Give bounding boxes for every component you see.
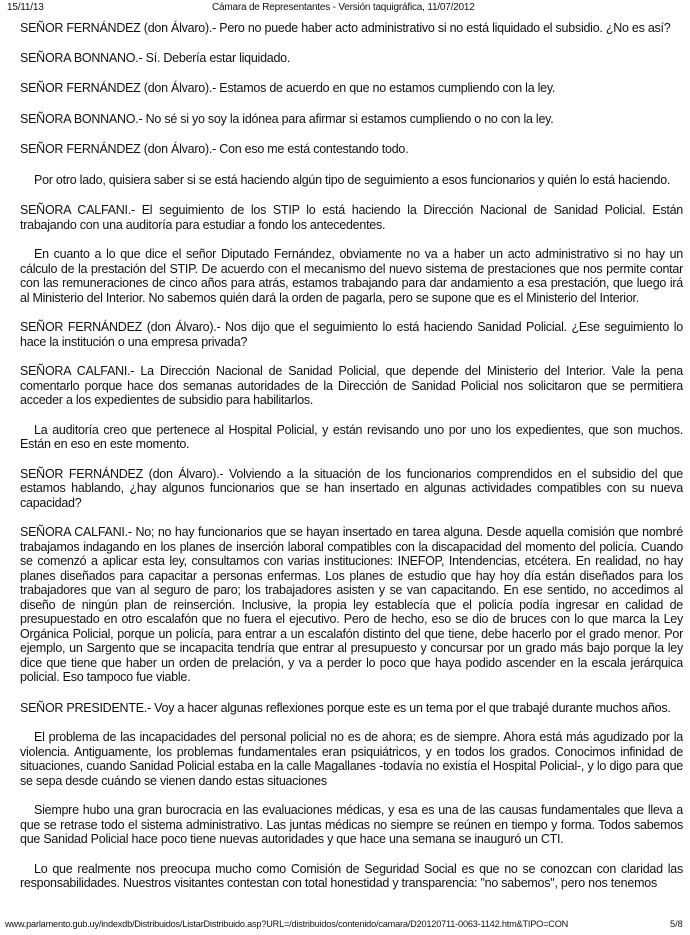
paragraph-fernandez-2: SEÑOR FERNÁNDEZ (don Álvaro).- Estamos de acuerdo en que no estamos cumpliendo con la ley. (20, 81, 556, 95)
paragraph-fernandez-1: SEÑOR FERNÁNDEZ (don Álvaro).- Pero no puede haber acto administrativo si no está liquidado el subsidio. ¿No es así? (20, 21, 671, 35)
paragraph-presidente-1: SEÑOR PRESIDENTE.- Voy a hacer algunas reflexiones porque este es un tema por el que trabajé durante muchos años. (20, 700, 671, 715)
paragraph-presidente-1c: Siempre hubo una gran burocracia en las evaluaciones médicas, y esa es una de las causas fundamentales que lleva a que se retrase todo el sistema administrativo. Las juntas médicas no siempre se reúnen en tiempo y forma. Todos sabemos que Sanidad Policial hace poco tiene nuevas autoridades y que hace una semana se inauguró un CTI. (20, 803, 683, 846)
print-date: 15/11/13 (7, 2, 44, 13)
paragraph-calfani-1: SEÑORA CALFANI.- El seguimiento de los STIP lo está haciendo la Dirección Nacional de Sanidad Policial. Están trabajando con una auditoría para estudiar a fondo los antecedentes. (20, 203, 683, 232)
paragraph-calfani-2b: La auditoría creo que pertenece al Hospital Policial, y están revisando uno por uno los expedientes, que son muchos. Están en eso en este momento. (20, 422, 683, 451)
page-title: Cámara de Representantes - Versión taquigráfica, 11/07/2012 (212, 2, 475, 13)
paragraph-fernandez-4: SEÑOR FERNÁNDEZ (don Álvaro).- Nos dijo que el seguimiento lo está haciendo Sanidad Policial. ¿Ese seguimiento lo hace la institución o una empresa privada? (20, 320, 683, 349)
page-number: 5/8 (670, 919, 683, 929)
paragraph-calfani-1b: En cuanto a lo que dice el señor Diputado Fernández, obviamente no va a haber un acto administrativo si no hay un cálculo de la prestación del STIP. De acuerdo con el mecanismo del nuevo sistema de prestaciones que nos permite contar con las remuneraciones de cinco años para atrás, estamos trabajando para dar andamiento a esa prestación, que luego irá al Ministerio del Interior. No sabemos quién dará la orden de pagarla, pero se supone que es el Ministerio del Interior. (20, 247, 683, 305)
paragraph-fernandez-5: SEÑOR FERNÁNDEZ (don Álvaro).- Volviendo a la situación de los funcionarios comprendidos en el subsidio del que estamos hablando, ¿hay algunos funcionarios que se han insertado en algunas actividades compatibles con su nueva capacidad? (20, 466, 683, 510)
paragraph-fernandez-3b: Por otro lado, quisiera saber si se está haciendo algún tipo de seguimiento a esos funcionarios y quién lo está haciendo. (34, 172, 671, 187)
paragraph-calfani-2: SEÑORA CALFANI.- La Dirección Nacional de Sanidad Policial, que depende del Ministerio del Interior. Vale la pena comentarlo porque hace dos semanas autoridades de la Dirección de Sanidad Policial nos solicitaron que se permitiera acceder a los expedientes de subsidio para habilitarlos. (20, 364, 683, 407)
paragraph-presidente-1d: Lo que realmente nos preocupa mucho como Comisión de Seguridad Social es que no se conozcan con claridad las responsabilidades. Nuestros visitantes contestan con total honestidad y transparencia: "no sabemos", pero nos tenemos (20, 861, 683, 890)
paragraph-fernandez-3: SEÑOR FERNÁNDEZ (don Álvaro).- Con eso me está contestando todo. (20, 142, 409, 156)
paragraph-presidente-1b: El problema de las incapacidades del personal policial no es de ahora; es de siempre. Ahora está más agudizado por la violencia. Antiguamente, los problemas fundamentales eran psiquiátricos, y en todos los grados. Conocimos infinidad de situaciones, cuando Sanidad Policial estaba en la calle Magallanes -todavía no existía el Hospital Policial-, y lo digo para que se sepa desde cuándo se vienen dando estas situaciones (20, 730, 683, 788)
paragraph-bonnano-1: SEÑORA BONNANO.- Sí. Debería estar liquidado. (20, 50, 291, 65)
footer-url: www.parlamento.gub.uy/indexdb/Distribuidos/ListarDistribuido.asp?URL=/distribuidos/contenido/camara/D20120711-0063-1142.htm&TIPO=CON (5, 919, 569, 929)
paragraph-bonnano-2: SEÑORA BONNANO.- No sé si yo soy la idónea para afirmar si estamos cumpliendo o no con la ley. (20, 111, 554, 126)
paragraph-calfani-3: SEÑORA CALFANI.- No; no hay funcionarios que se hayan insertado en tarea alguna. Desde aquella comisión que nombré trabajamos indagando en los planes de inserción laboral compatibles con la discapacidad del momento del policía. Cuando se comenzó a aplicar esta ley, consultamos con varias instituciones: INEFOP, Intendencias, etcétera. En realidad, no hay planes diseñados para capacitar a personas enfermas. Los planes de estudio que hay hoy día están diseñados para los trabajadores que van al seguro de paro; los trabajadores asisten y se van capacitando. En ese sentido, no accedimos al diseño de ningún plan de reinserción. Inclusive, la propia ley establecía que el policía podía ingresar en calidad de presupuestado en otro escalafón que no fuera el ejecutivo. Pero de hecho, eso se dio de bruces con lo que marca la Ley Orgánica Policial, porque un policía, para entrar a un escalafón distinto del que tiene, debe hacerlo por el grado menor. Por ejemplo, un Sargento que se incapacita tendría que entrar al presupuesto y concursar por un grado más bajo porque la ley dice que tiene que haber un orden de prelación, y va a perder lo poco que haya podido ascender en la escala jerárquica policial. Eso tampoco fue viable. (20, 525, 683, 684)
transcript-body (20, 21, 683, 891)
